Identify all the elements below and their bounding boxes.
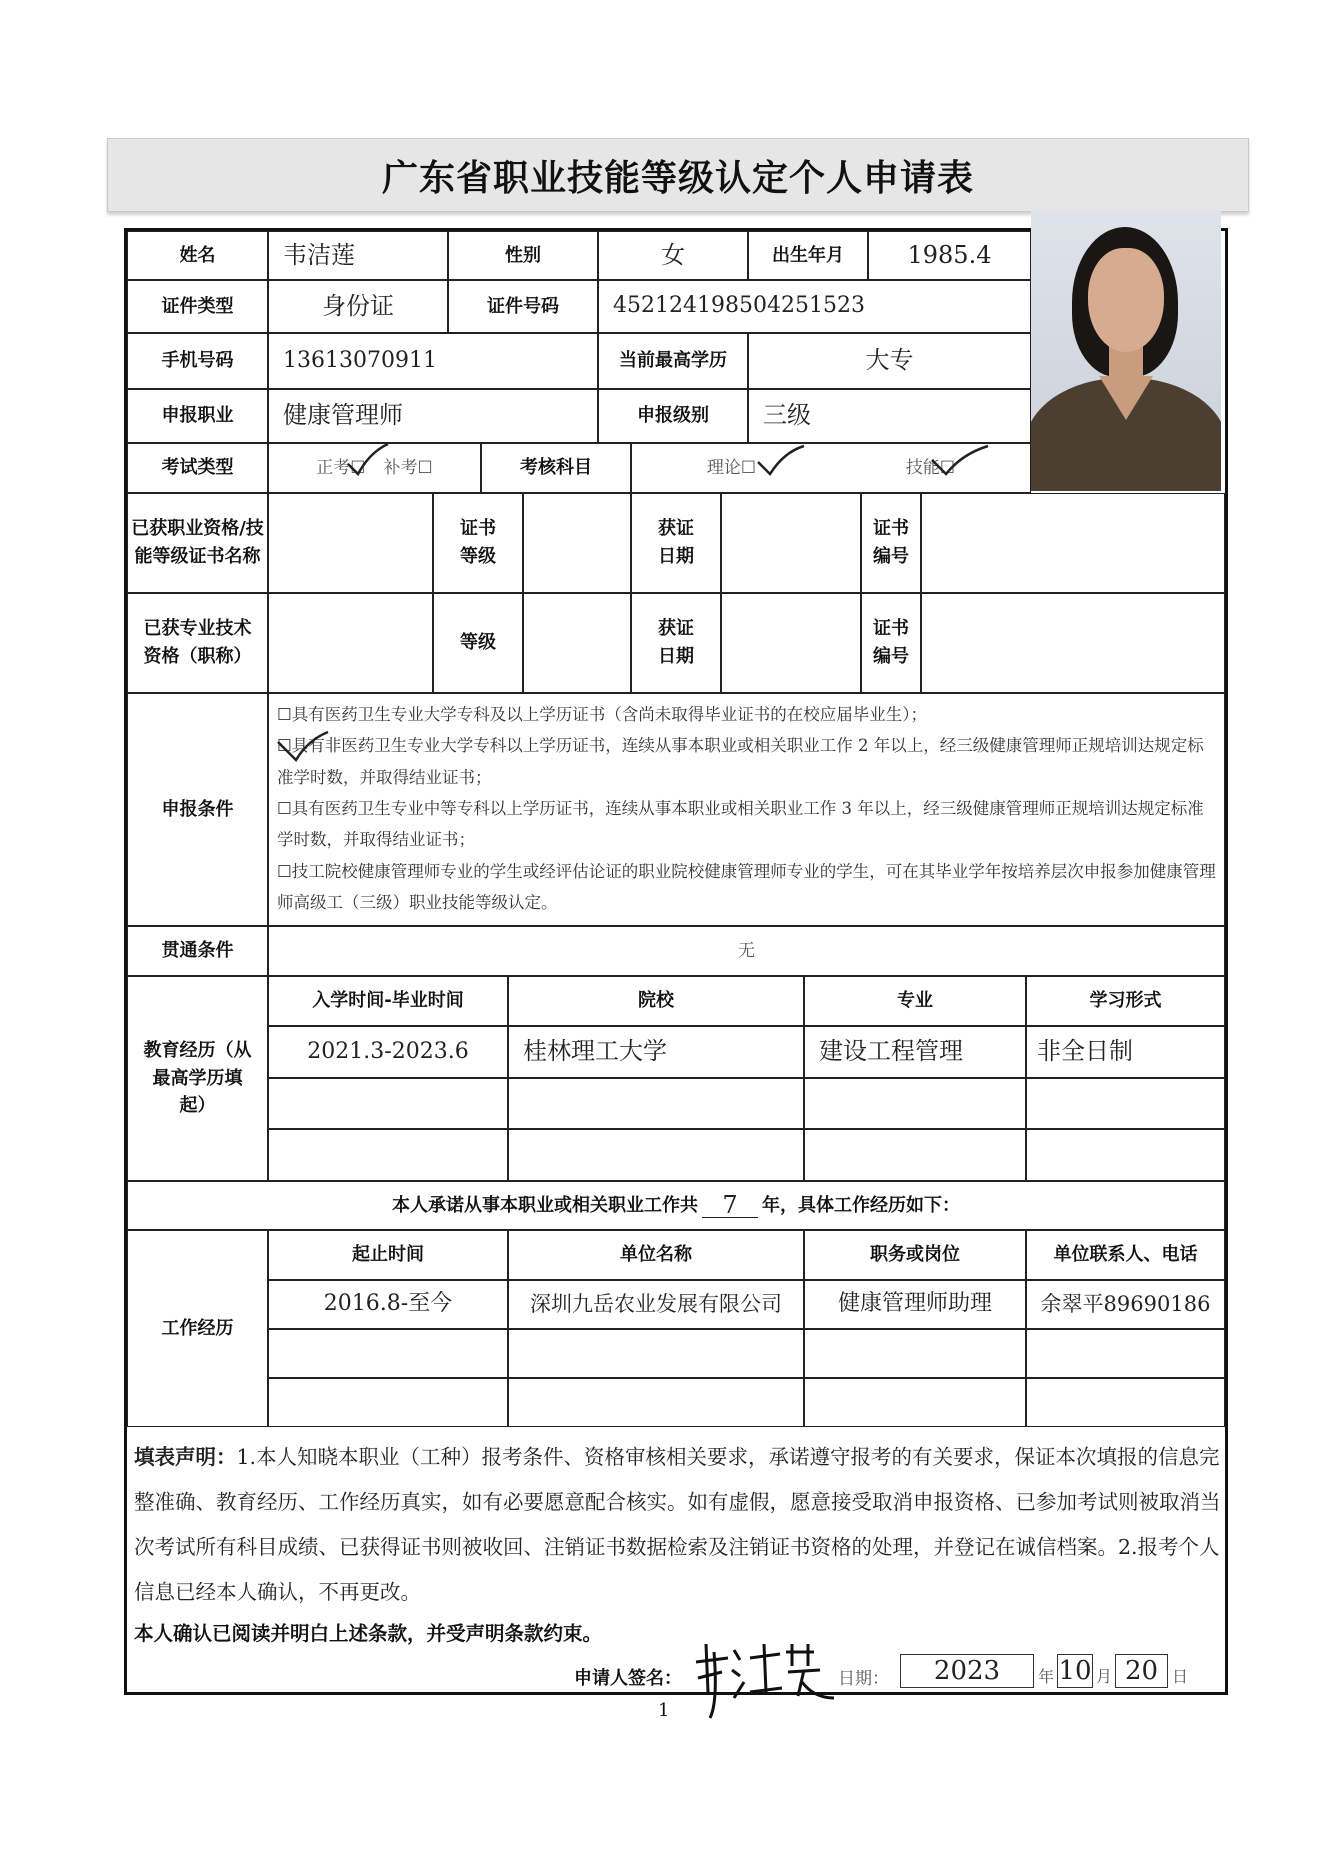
- level-label: 申报级别: [598, 389, 748, 443]
- edu-row1-period[interactable]: 2021.3-2023.6: [268, 1026, 508, 1078]
- form-title: 广东省职业技能等级认定个人申请表: [381, 157, 974, 199]
- declaration-confirm: 本人确认已阅读并明白上述条款，并受声明条款约束。: [134, 1622, 603, 1645]
- applicant-photo: [1031, 210, 1221, 491]
- work-row2-employer[interactable]: [508, 1329, 804, 1378]
- handwritten-signature[interactable]: [688, 1622, 838, 1722]
- edu-row2-school[interactable]: [508, 1078, 804, 1129]
- sign-date-day[interactable]: 20: [1115, 1654, 1168, 1688]
- title-level-value[interactable]: [523, 593, 631, 693]
- education-level-label: 当前最高学历: [598, 333, 748, 389]
- work-row1-period[interactable]: 2016.8-至今: [268, 1280, 508, 1329]
- cert-no-value[interactable]: [921, 493, 1225, 593]
- edu-row1-major[interactable]: 建设工程管理: [804, 1026, 1026, 1078]
- declaration-body: 1.本人知晓本职业（工种）报考条件、资格审核相关要求，承诺遵守报考的有关要求，保证本次填报的信息完整准确、教育经历、工作经历真实，如有必要愿意配合核实。如有虚假，愿意接受取消申报资格、已参加考试则被取消当次考试所有科目成绩、已获得证书则被收回、注销证书数据检索及注销证书资格的处理，并登记在诚信档案。2.报考个人信息已经本人确认，不再更改。: [134, 1445, 1221, 1604]
- title-no-value[interactable]: [921, 593, 1225, 693]
- page-number: 1: [658, 1700, 670, 1721]
- year-unit: 年: [1038, 1667, 1055, 1686]
- condition-item[interactable]: ☐具有非医药卫生专业大学专科以上学历证书，连续从事本职业或相关职业工作 2 年以上，经三级健康管理师正规培训达规定标准学时数，并取得结业证书；: [277, 736, 1204, 787]
- cert-date-label: 获证日期: [631, 493, 721, 593]
- id-type-label: 证件类型: [127, 280, 268, 333]
- declaration-text: [134, 1435, 1222, 1615]
- edu-row3-period[interactable]: [268, 1129, 508, 1181]
- exam-subject-theory[interactable]: 理论☐: [706, 457, 757, 478]
- birth-label: 出生年月: [748, 231, 868, 280]
- exam-type-regular[interactable]: 正考☐: [316, 457, 366, 478]
- occupation-label: 申报职业: [127, 389, 268, 443]
- month-unit: 月: [1096, 1667, 1113, 1686]
- work-years-value[interactable]: 7: [702, 1193, 758, 1218]
- checkmark-icon: [930, 442, 990, 478]
- work-row1-position[interactable]: 健康管理师助理: [804, 1280, 1026, 1329]
- edu-row1-mode[interactable]: 非全日制: [1026, 1026, 1225, 1078]
- work-row3-position[interactable]: [804, 1378, 1026, 1427]
- edu-header-major: 专业: [804, 976, 1026, 1026]
- work-header-employer: 单位名称: [508, 1230, 804, 1280]
- professional-title-name[interactable]: [268, 593, 433, 693]
- form-title-band: [107, 138, 1249, 212]
- work-years-promise: 本人承诺从事本职业或相关职业工作共 7 年，具体工作经历如下：: [127, 1181, 1225, 1230]
- exam-subject-label: 考核科目: [481, 443, 631, 493]
- checkmark-icon: [344, 442, 392, 478]
- exam-subject-skill[interactable]: 技能☐: [905, 457, 956, 478]
- cert-no-label: 证书编号: [861, 493, 921, 593]
- conditions-list: [268, 693, 1225, 926]
- education-label: 教育经历（从最高学历填起）: [127, 976, 268, 1181]
- title-level-label: 等级: [433, 593, 523, 693]
- edu-header-school: 院校: [508, 976, 804, 1026]
- phone-label: 手机号码: [127, 333, 268, 389]
- title-date-label: 获证日期: [631, 593, 721, 693]
- work-row3-contact[interactable]: [1026, 1378, 1225, 1427]
- work-row2-period[interactable]: [268, 1329, 508, 1378]
- condition-item[interactable]: ☐具有医药卫生专业中等专科以上学历证书，连续从事本职业或相关职业工作 3 年以上，经三级健康管理师正规培训达规定标准学时数，并取得结业证书；: [277, 799, 1204, 850]
- professional-title-label: 已获专业技术资格（职称）: [127, 593, 268, 693]
- date-label: 日期：: [838, 1669, 889, 1689]
- through-label: 贯通条件: [127, 926, 268, 976]
- edu-row2-period[interactable]: [268, 1078, 508, 1129]
- id-type-value[interactable]: 身份证: [268, 280, 448, 333]
- edu-row3-school[interactable]: [508, 1129, 804, 1181]
- conditions-label: 申报条件: [127, 693, 268, 926]
- work-header-position: 职务或岗位: [804, 1230, 1026, 1280]
- id-no-label: 证件号码: [448, 280, 598, 333]
- work-row3-employer[interactable]: [508, 1378, 804, 1427]
- work-row3-period[interactable]: [268, 1378, 508, 1427]
- declaration-head: 填表声明：: [134, 1445, 237, 1469]
- name-value[interactable]: 韦洁莲: [268, 231, 448, 280]
- cert-level-value[interactable]: [523, 493, 631, 593]
- work-row1-contact[interactable]: 余翠平89690186: [1026, 1280, 1225, 1329]
- title-no-label: 证书编号: [861, 593, 921, 693]
- gender-value[interactable]: 女: [598, 231, 748, 280]
- birth-value[interactable]: 1985.4: [868, 231, 1031, 280]
- condition-item[interactable]: ☐技工院校健康管理师专业的学生或经评估论证的职业院校健康管理师专业的学生，可在其毕业学年按培养层次申报参加健康管理师高级工（三级）职业技能等级认定。: [277, 861, 1216, 913]
- work-row2-position[interactable]: [804, 1329, 1026, 1378]
- education-level-value[interactable]: 大专: [748, 333, 1031, 389]
- checkmark-icon: [274, 728, 332, 766]
- work-row2-contact[interactable]: [1026, 1329, 1225, 1378]
- qualification-cert-label: 已获职业资格/技能等级证书名称: [127, 493, 268, 593]
- checkmark-icon: [756, 442, 806, 478]
- signature-label: 申请人签名：: [574, 1668, 682, 1689]
- work-row1-employer[interactable]: 深圳九岳农业发展有限公司: [508, 1280, 804, 1329]
- title-date-value[interactable]: [721, 593, 861, 693]
- qualification-cert-name[interactable]: [268, 493, 433, 593]
- work-header-period: 起止时间: [268, 1230, 508, 1280]
- day-unit: 日: [1172, 1667, 1189, 1686]
- condition-item[interactable]: ☐具有医药卫生专业大学专科及以上学历证书（含尚未取得毕业证书的在校应届毕业生）；: [277, 705, 928, 724]
- exam-type-retake[interactable]: 补考☐: [383, 457, 433, 478]
- edu-row2-mode[interactable]: [1026, 1078, 1225, 1129]
- edu-row3-major[interactable]: [804, 1129, 1026, 1181]
- cert-level-label: 证书等级: [433, 493, 523, 593]
- work-label: 工作经历: [127, 1230, 268, 1427]
- edu-header-mode: 学习形式: [1026, 976, 1225, 1026]
- phone-value[interactable]: 13613070911: [268, 333, 598, 389]
- cert-date-value[interactable]: [721, 493, 861, 593]
- edu-row2-major[interactable]: [804, 1078, 1026, 1129]
- edu-row1-school[interactable]: 桂林理工大学: [508, 1026, 804, 1078]
- gender-label: 性别: [448, 231, 598, 280]
- occupation-value[interactable]: 健康管理师: [268, 389, 598, 443]
- exam-type-label: 考试类型: [127, 443, 268, 493]
- sign-date-month[interactable]: 10: [1058, 1656, 1092, 1686]
- level-value[interactable]: 三级: [748, 389, 1031, 443]
- through-value[interactable]: 无: [268, 926, 1225, 976]
- edu-row3-mode[interactable]: [1026, 1129, 1225, 1181]
- id-no-value[interactable]: 452124198504251523: [598, 280, 1031, 333]
- edu-header-period: 入学时间-毕业时间: [268, 976, 508, 1026]
- name-label: 姓名: [127, 231, 268, 280]
- work-header-contact: 单位联系人、电话: [1026, 1230, 1225, 1280]
- sign-date-year[interactable]: 2023: [900, 1654, 1034, 1688]
